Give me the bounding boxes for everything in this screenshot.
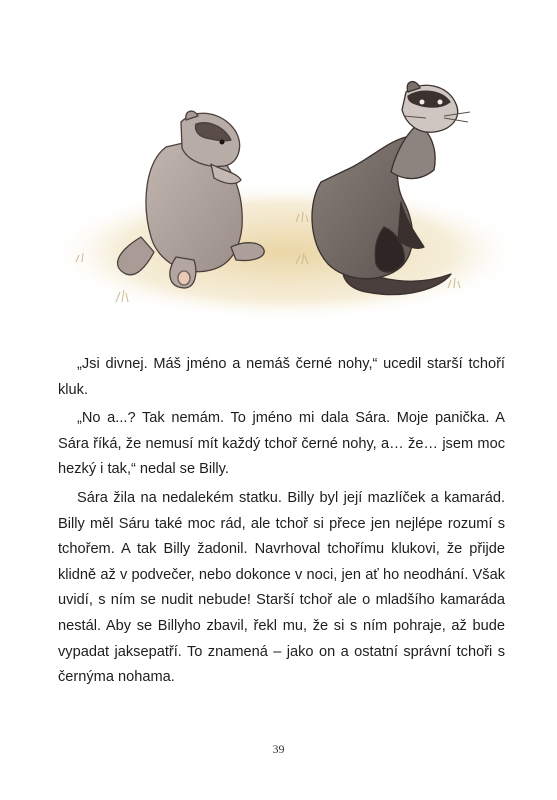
older-ferret-eye-left — [420, 100, 425, 105]
paragraph: Sára žila na nedalekém statku. Billy byl její mazlíček a kamarád. Billy měl Sáru také moc rád, ale tchoř si přece jen nejlépe rozumí s tchořem. A tak Billy žadonil. Navrhoval tchořímu klukovi, že přijde klidně až v podvečer, nebo dokonce v noci, jen ať ho neodhání. Však uvidí, s ním se nudit nebude! Starší tchoř ale o mladšího kamaráda nestál. Aby se Billyho zbavil, řekl mu, že si s ním pohraje, až bude vypadat jaksepatří. To znamená – jako on a ostatní správní tchoři s černýma nohama. — [58, 489, 505, 686]
young-ferret-eye — [220, 140, 225, 145]
paragraph: „No a...? Tak nemám. To jméno mi dala Sára. Moje panička. A Sára říká, že nemusí mít každý tchoř černé nohy, a… že… jsem moc hezký i tak,“ nedal se Billy. — [58, 410, 505, 478]
ferrets-illustration — [46, 52, 516, 342]
paragraph: „Jsi divnej. Máš jméno a nemáš černé nohy,“ ucedil starší tchoří kluk. — [58, 356, 505, 398]
page-number: 39 — [272, 742, 285, 756]
older-ferret-eye-right — [438, 100, 443, 105]
young-ferret-paw-pad — [178, 271, 190, 285]
young-ferret-foot — [231, 243, 264, 261]
story-text — [58, 352, 505, 691]
